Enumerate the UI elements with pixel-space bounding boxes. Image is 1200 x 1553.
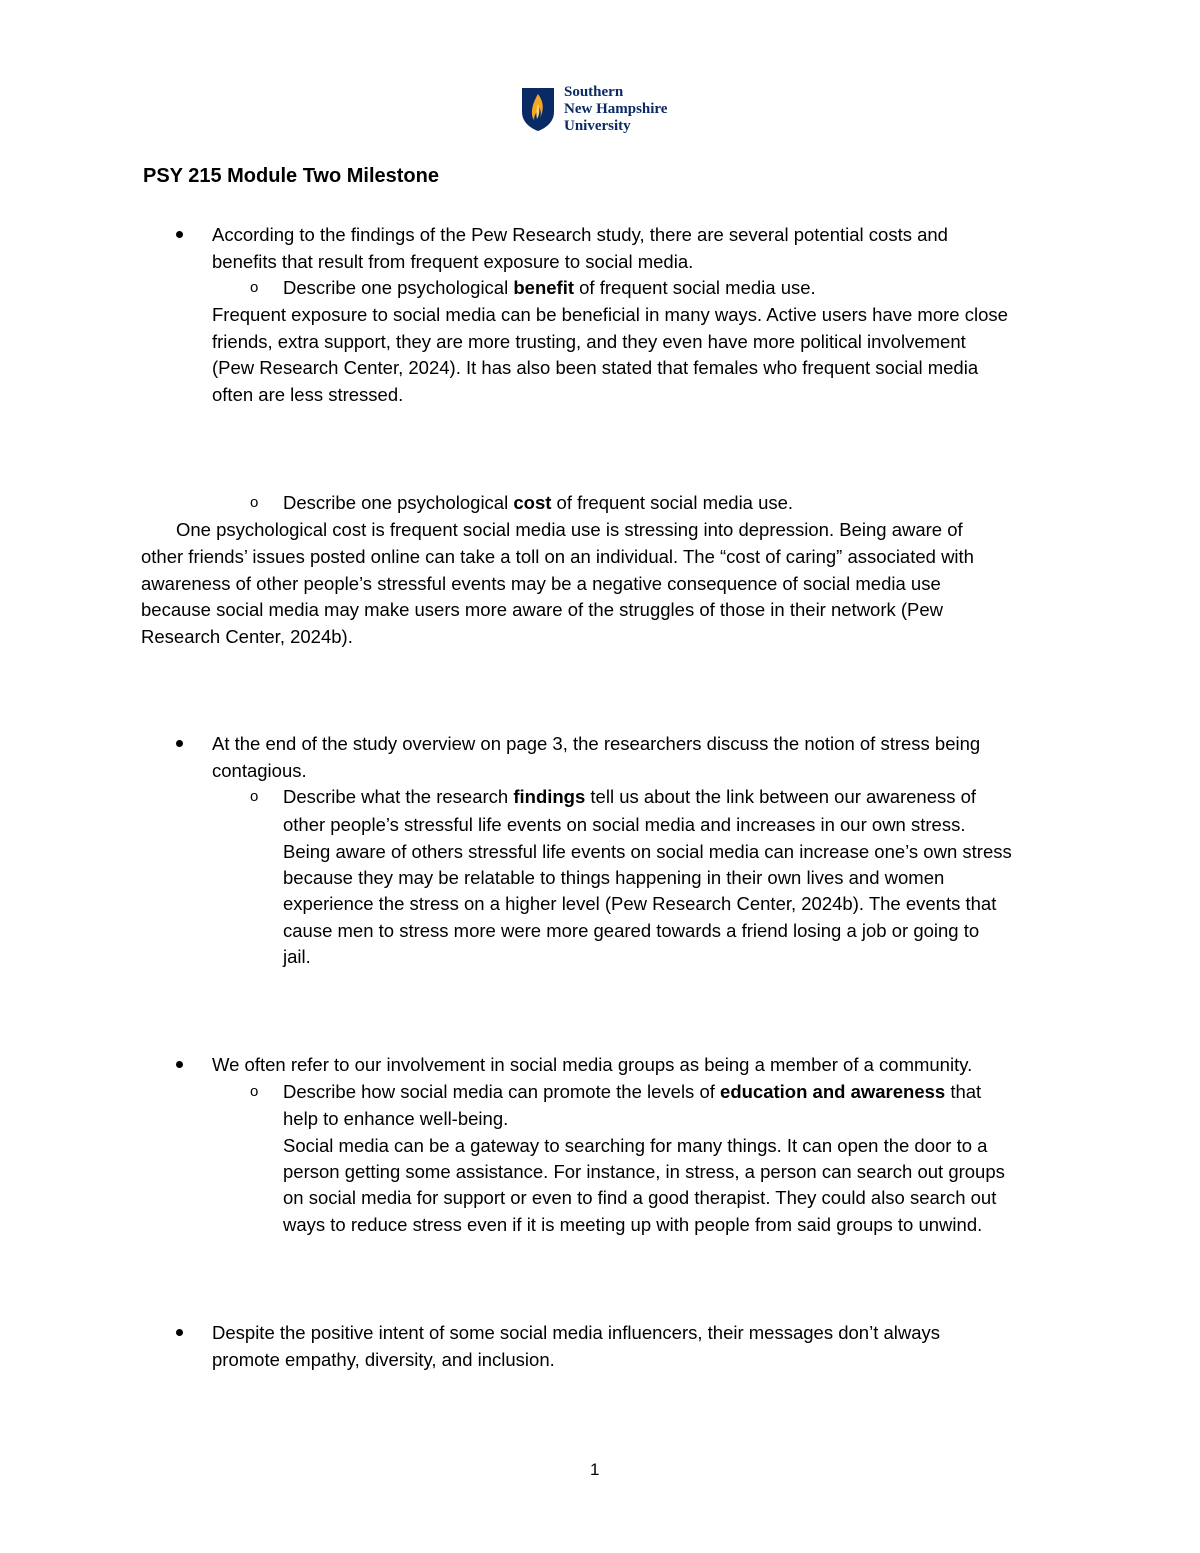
document-title: PSY 215 Module Two Milestone bbox=[143, 165, 439, 187]
prompt-text: of frequent social media use. bbox=[551, 492, 794, 513]
section3-answer-line-3: on social media for support or even to find a good therapist. They could also search out bbox=[283, 1187, 997, 1208]
section1-answer1-line-2: friends, extra support, they are more trusting, and they even have more political involvement bbox=[212, 331, 966, 352]
section1-answer2-line-2: other friends’ issues posted online can take a toll on an individual. The “cost of caring” associated with bbox=[141, 546, 974, 567]
section1-bullet-line-2: benefits that result from frequent exposure to social media. bbox=[212, 251, 694, 272]
prompt-text: Describe what the research bbox=[283, 786, 514, 807]
section3-answer-line-4: ways to reduce stress even if it is meeting up with people from said groups to unwind. bbox=[283, 1214, 983, 1235]
sub-bullet-marker: o bbox=[250, 279, 259, 296]
section1-bullet-line-1: According to the findings of the Pew Research study, there are several potential costs and bbox=[212, 224, 948, 245]
section1-answer1-line-3: (Pew Research Center, 2024). It has also been stated that females who frequent social media bbox=[212, 357, 979, 378]
university-logo bbox=[520, 84, 710, 134]
section3-answer-line-1: Social media can be a gateway to searching for many things. It can open the door to a bbox=[283, 1135, 988, 1156]
section1-answer2-line-4: because social media may make users more aware of the struggles of those in their network (Pew bbox=[141, 599, 944, 620]
section2-sub1-prompt bbox=[283, 784, 976, 810]
bullet-icon bbox=[176, 1329, 183, 1336]
prompt-text: tell us about the link between our awareness of bbox=[585, 786, 977, 807]
prompt-text: Describe one psychological bbox=[283, 277, 514, 298]
section4-bullet-line-2: promote empathy, diversity, and inclusion. bbox=[212, 1349, 555, 1370]
bullet-icon bbox=[176, 740, 183, 747]
section2-bullet-line-2: contagious. bbox=[212, 760, 307, 781]
university-name bbox=[564, 84, 667, 135]
section3-answer-line-2: person getting some assistance. For instance, in stress, a person can search out groups bbox=[283, 1161, 1005, 1182]
section1-answer2-line-3: awareness of other people’s stressful events may be a negative consequence of social media use bbox=[141, 573, 941, 594]
section3-sub1-prompt bbox=[283, 1079, 981, 1105]
logo-line-1: Southern bbox=[564, 83, 624, 100]
section1-answer1-line-4: often are less stressed. bbox=[212, 384, 404, 405]
logo-line-2: New Hampshire bbox=[564, 100, 668, 117]
section2-answer-line-3: experience the stress on a higher level (Pew Research Center, 2024b). The events that bbox=[283, 893, 997, 914]
snhu-shield-flame-icon bbox=[520, 86, 556, 132]
prompt-keyword: education and awareness bbox=[720, 1081, 946, 1102]
prompt-keyword: cost bbox=[513, 492, 552, 513]
sub-bullet-marker: o bbox=[250, 494, 259, 511]
section1-answer2-line-5: Research Center, 2024b). bbox=[141, 626, 353, 647]
prompt-text: of frequent social media use. bbox=[574, 277, 816, 298]
page-number: 1 bbox=[590, 1460, 600, 1479]
section3-sub1-prompt-line-2: help to enhance well-being. bbox=[283, 1108, 509, 1129]
section1-sub2-prompt bbox=[283, 490, 793, 516]
section1-answer1-line-1: Frequent exposure to social media can be beneficial in many ways. Active users have more close bbox=[212, 304, 1008, 325]
section1-sub1-prompt bbox=[283, 275, 816, 301]
bullet-icon bbox=[176, 231, 183, 238]
bullet-icon bbox=[176, 1061, 183, 1068]
sub-bullet-marker: o bbox=[250, 1083, 259, 1100]
section2-answer-line-5: jail. bbox=[283, 946, 311, 967]
prompt-text: Describe one psychological bbox=[283, 492, 514, 513]
prompt-text: that bbox=[945, 1081, 982, 1102]
section2-sub1-prompt-line-2: other people’s stressful life events on social media and increases in our own stress. bbox=[283, 814, 966, 835]
section4-bullet-line-1: Despite the positive intent of some social media influencers, their messages don’t always bbox=[212, 1322, 941, 1343]
section2-bullet-line-1: At the end of the study overview on page 3, the researchers discuss the notion of stress being bbox=[212, 733, 981, 754]
sub-bullet-marker: o bbox=[250, 788, 259, 805]
prompt-text: Describe how social media can promote the levels of bbox=[283, 1081, 721, 1102]
logo-line-3: University bbox=[564, 117, 631, 134]
prompt-keyword: benefit bbox=[513, 277, 574, 298]
section2-answer-line-4: cause men to stress more were more geared towards a friend losing a job or going to bbox=[283, 920, 980, 941]
prompt-keyword: findings bbox=[513, 786, 586, 807]
section2-answer-line-1: Being aware of others stressful life events on social media can increase one’s own stress bbox=[283, 841, 1012, 862]
section3-bullet-line-1: We often refer to our involvement in social media groups as being a member of a community. bbox=[212, 1054, 973, 1075]
section1-answer2-line-1: One psychological cost is frequent social media use is stressing into depression. Being aware of bbox=[176, 519, 963, 540]
section2-answer-line-2: because they may be relatable to things happening in their own lives and women bbox=[283, 867, 945, 888]
